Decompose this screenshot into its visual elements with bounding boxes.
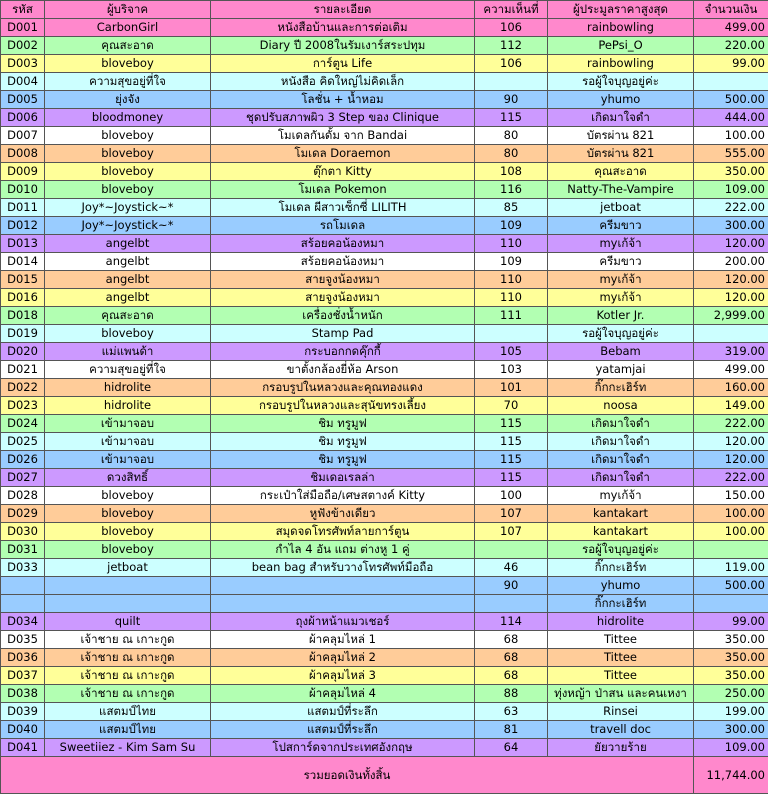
cell-donor: hidrolite: [45, 379, 211, 397]
cell-detail: ชุดปรับสภาพผิว 3 Step ของ Clinique: [211, 109, 475, 127]
header-id: รหัส: [1, 1, 45, 19]
cell-comment: [475, 541, 548, 559]
cell-donor: hidrolite: [45, 397, 211, 415]
cell-comment: 101: [475, 379, 548, 397]
cell-amount: 350.00: [694, 667, 768, 685]
cell-id: D013: [1, 235, 45, 253]
table-row: [1, 109, 768, 127]
cell-amount: 222.00: [694, 469, 768, 487]
cell-bidder: รอผู้ใจบุญอยู่ค่ะ: [548, 325, 694, 343]
cell-id: D006: [1, 109, 45, 127]
cell-detail: โมเดล Doraemon: [211, 145, 475, 163]
cell-comment: [475, 595, 548, 613]
cell-comment: [475, 325, 548, 343]
table-row: [1, 397, 768, 415]
cell-comment: 64: [475, 739, 548, 757]
cell-bidder: yatamjai: [548, 361, 694, 379]
cell-donor: bloveboy: [45, 523, 211, 541]
cell-bidder: PePsi_O: [548, 37, 694, 55]
cell-amount: [694, 541, 768, 559]
cell-id: D031: [1, 541, 45, 559]
cell-donor: Sweetiiez - Kim Sam Su: [45, 739, 211, 757]
table-row: [1, 703, 768, 721]
cell-donor: bloveboy: [45, 541, 211, 559]
cell-bidder: Natty-The-Vampire: [548, 181, 694, 199]
cell-donor: angelbt: [45, 235, 211, 253]
table-row: [1, 307, 768, 325]
table-row: [1, 649, 768, 667]
cell-donor: ความสุขอยู่ที่ใจ: [45, 73, 211, 91]
cell-detail: [211, 595, 475, 613]
cell-bidder: Tittee: [548, 649, 694, 667]
table-row: [1, 289, 768, 307]
cell-bidder: myเก้จ้า: [548, 271, 694, 289]
cell-bidder: ยัยวายร้าย: [548, 739, 694, 757]
cell-amount: 150.00: [694, 487, 768, 505]
table-row: [1, 487, 768, 505]
cell-amount: 350.00: [694, 631, 768, 649]
cell-bidder: รอผู้ใจบุญอยู่ค่ะ: [548, 73, 694, 91]
cell-detail: การ์ตูน Life: [211, 55, 475, 73]
cell-comment: 105: [475, 343, 548, 361]
cell-detail: สายจูงน้องหมา: [211, 271, 475, 289]
cell-bidder: เกิดมาใจดำ: [548, 469, 694, 487]
cell-comment: 115: [475, 469, 548, 487]
cell-bidder: yhumo: [548, 91, 694, 109]
cell-amount: 222.00: [694, 415, 768, 433]
cell-id: D015: [1, 271, 45, 289]
cell-id: D038: [1, 685, 45, 703]
table-row: [1, 271, 768, 289]
cell-donor: bloveboy: [45, 127, 211, 145]
cell-donor: [45, 595, 211, 613]
cell-id: D020: [1, 343, 45, 361]
cell-amount: 555.00: [694, 145, 768, 163]
cell-donor: เจ้าชาย ณ เกาะกูด: [45, 649, 211, 667]
cell-donor: angelbt: [45, 289, 211, 307]
header-donor: ผู้บริจาค: [45, 1, 211, 19]
table-row: [1, 235, 768, 253]
cell-id: D035: [1, 631, 45, 649]
cell-donor: bloveboy: [45, 487, 211, 505]
cell-comment: 90: [475, 577, 548, 595]
cell-id: D018: [1, 307, 45, 325]
cell-detail: ผ้าคลุมไหล่ 4: [211, 685, 475, 703]
cell-id: D034: [1, 613, 45, 631]
cell-bidder: Bebam: [548, 343, 694, 361]
cell-id: D001: [1, 19, 45, 37]
cell-id: D012: [1, 217, 45, 235]
cell-amount: [694, 325, 768, 343]
cell-id: D027: [1, 469, 45, 487]
cell-amount: 120.00: [694, 433, 768, 451]
cell-detail: กรอบรูปในหลวงและคุณทองแดง: [211, 379, 475, 397]
cell-comment: 115: [475, 433, 548, 451]
table-row: [1, 127, 768, 145]
cell-comment: 68: [475, 631, 548, 649]
cell-bidder: Kotler Jr.: [548, 307, 694, 325]
cell-comment: 109: [475, 253, 548, 271]
cell-detail: โมเดลกันดั้ม จาก Bandai: [211, 127, 475, 145]
cell-donor: [45, 577, 211, 595]
table-row: [1, 505, 768, 523]
table-row: [1, 163, 768, 181]
table-row: [1, 451, 768, 469]
cell-bidder: กิ๊กกะเฮิร์ท: [548, 595, 694, 613]
cell-id: D007: [1, 127, 45, 145]
table-row: [1, 541, 768, 559]
cell-bidder: เกิดมาใจดำ: [548, 415, 694, 433]
table-row: [1, 181, 768, 199]
cell-donor: bloveboy: [45, 325, 211, 343]
cell-donor: Joy*~Joystick~*: [45, 217, 211, 235]
cell-amount: 100.00: [694, 127, 768, 145]
cell-detail: รถโมเดล: [211, 217, 475, 235]
cell-donor: เข้ามาจอบ: [45, 415, 211, 433]
cell-amount: 222.00: [694, 199, 768, 217]
cell-id: D009: [1, 163, 45, 181]
cell-comment: 68: [475, 649, 548, 667]
cell-detail: โมเดล ผีสาวเซ็กซี่ LILITH: [211, 199, 475, 217]
header-comment: ความเห็นที่: [475, 1, 548, 19]
cell-id: D011: [1, 199, 45, 217]
cell-comment: 110: [475, 271, 548, 289]
cell-detail: แสตมป์ที่ระลึก: [211, 721, 475, 739]
cell-bidder: hidrolite: [548, 613, 694, 631]
cell-donor: bloodmoney: [45, 109, 211, 127]
cell-detail: ตุ๊กตา Kitty: [211, 163, 475, 181]
cell-bidder: yhumo: [548, 577, 694, 595]
cell-comment: 115: [475, 415, 548, 433]
cell-detail: ผ้าคลุมไหล่ 3: [211, 667, 475, 685]
cell-amount: 99.00: [694, 613, 768, 631]
cell-amount: 300.00: [694, 217, 768, 235]
cell-donor: เข้ามาจอบ: [45, 451, 211, 469]
cell-amount: 100.00: [694, 505, 768, 523]
table-row: [1, 433, 768, 451]
cell-comment: 70: [475, 397, 548, 415]
cell-detail: Diary ปี 2008ในรัมเงาร์สระปทุม: [211, 37, 475, 55]
cell-id: D028: [1, 487, 45, 505]
cell-detail: โปสการ์ดจากประเทศอังกฤษ: [211, 739, 475, 757]
cell-bidder: myเก้จ้า: [548, 487, 694, 505]
cell-donor: bloveboy: [45, 505, 211, 523]
header-bidder: ผู้ประมูลราคาสูงสุด: [548, 1, 694, 19]
cell-detail: bean bag สำหรับวางโทรศัพท์มือถือ: [211, 559, 475, 577]
cell-amount: 499.00: [694, 19, 768, 37]
cell-donor: bloveboy: [45, 163, 211, 181]
cell-bidder: กิ๊กกะเฮิร์ท: [548, 559, 694, 577]
header-amount: จำนวนเงิน: [694, 1, 768, 19]
cell-comment: 115: [475, 109, 548, 127]
cell-amount: 350.00: [694, 163, 768, 181]
cell-id: D024: [1, 415, 45, 433]
cell-amount: 199.00: [694, 703, 768, 721]
cell-comment: 100: [475, 487, 548, 505]
cell-bidder: ทุ่งหญ้า ป่าสน และคนเหงา: [548, 685, 694, 703]
cell-detail: ชิม ทรูมูฟ: [211, 433, 475, 451]
cell-id: D021: [1, 361, 45, 379]
cell-amount: 220.00: [694, 37, 768, 55]
cell-comment: 46: [475, 559, 548, 577]
cell-donor: CarbonGirl: [45, 19, 211, 37]
cell-id: [1, 577, 45, 595]
cell-comment: 68: [475, 667, 548, 685]
cell-detail: หนังสือบ้านและการต่อเติม: [211, 19, 475, 37]
cell-id: D008: [1, 145, 45, 163]
cell-amount: 500.00: [694, 577, 768, 595]
cell-id: D022: [1, 379, 45, 397]
table-row: [1, 469, 768, 487]
table-row: [1, 73, 768, 91]
cell-comment: 111: [475, 307, 548, 325]
cell-amount: 350.00: [694, 649, 768, 667]
table-row: [1, 361, 768, 379]
cell-comment: 81: [475, 721, 548, 739]
cell-id: D029: [1, 505, 45, 523]
cell-amount: 300.00: [694, 721, 768, 739]
cell-id: D019: [1, 325, 45, 343]
cell-id: D014: [1, 253, 45, 271]
cell-bidder: noosa: [548, 397, 694, 415]
cell-detail: ผ้าคลุมไหล่ 2: [211, 649, 475, 667]
cell-amount: 499.00: [694, 361, 768, 379]
cell-amount: 319.00: [694, 343, 768, 361]
cell-comment: 107: [475, 523, 548, 541]
table-row: [1, 631, 768, 649]
cell-donor: bloveboy: [45, 145, 211, 163]
cell-amount: 200.00: [694, 253, 768, 271]
cell-comment: 103: [475, 361, 548, 379]
table-row: [1, 613, 768, 631]
header-detail: รายละเอียด: [211, 1, 475, 19]
cell-bidder: บัตรผ่าน 821: [548, 127, 694, 145]
cell-bidder: เกิดมาใจดำ: [548, 433, 694, 451]
cell-amount: [694, 73, 768, 91]
cell-detail: สมุดจดโทรศัพท์ลายการ์ตูน: [211, 523, 475, 541]
cell-detail: ชิม ทรูมูฟ: [211, 451, 475, 469]
table-row: [1, 523, 768, 541]
cell-id: D040: [1, 721, 45, 739]
cell-comment: 106: [475, 55, 548, 73]
table-row: [1, 145, 768, 163]
cell-bidder: travell doc: [548, 721, 694, 739]
cell-id: D037: [1, 667, 45, 685]
cell-id: D003: [1, 55, 45, 73]
cell-comment: 90: [475, 91, 548, 109]
cell-donor: แสตมป์ไทย: [45, 721, 211, 739]
cell-bidder: คุณสะอาด: [548, 163, 694, 181]
cell-bidder: รอผู้ใจบุญอยู่ค่ะ: [548, 541, 694, 559]
cell-detail: หนังสือ คิดใหญ่ไม่คิดเล็ก: [211, 73, 475, 91]
cell-donor: angelbt: [45, 271, 211, 289]
cell-comment: 112: [475, 37, 548, 55]
cell-comment: [475, 73, 548, 91]
table-row: [1, 595, 768, 613]
cell-donor: เจ้าชาย ณ เกาะกูด: [45, 631, 211, 649]
table-row: [1, 55, 768, 73]
cell-detail: สร้อยคอน้องหมา: [211, 253, 475, 271]
table-row: [1, 217, 768, 235]
table-row: [1, 415, 768, 433]
cell-donor: angelbt: [45, 253, 211, 271]
cell-amount: 99.00: [694, 55, 768, 73]
cell-detail: สายจูงน้องหมา: [211, 289, 475, 307]
cell-id: D033: [1, 559, 45, 577]
cell-comment: 114: [475, 613, 548, 631]
cell-bidder: rainbowling: [548, 19, 694, 37]
table-row: [1, 379, 768, 397]
cell-comment: 110: [475, 289, 548, 307]
cell-detail: ชิม ทรูมูฟ: [211, 415, 475, 433]
cell-amount: 100.00: [694, 523, 768, 541]
cell-bidder: myเก้จ้า: [548, 289, 694, 307]
table-row: [1, 199, 768, 217]
footer-label: รวมยอดเงินทั้งสิ้น: [1, 757, 694, 794]
cell-id: D002: [1, 37, 45, 55]
cell-donor: ยุ่งจัง: [45, 91, 211, 109]
cell-detail: โลชั่น + น้ำหอม: [211, 91, 475, 109]
cell-amount: 120.00: [694, 451, 768, 469]
cell-id: D026: [1, 451, 45, 469]
cell-comment: 108: [475, 163, 548, 181]
cell-bidder: ครีมขาว: [548, 253, 694, 271]
table-row: [1, 739, 768, 757]
cell-detail: กระบอกกดคุ๊กกี้: [211, 343, 475, 361]
cell-bidder: Tittee: [548, 667, 694, 685]
cell-donor: คุณสะอาด: [45, 307, 211, 325]
cell-detail: หูฟังข้างเดียว: [211, 505, 475, 523]
cell-comment: 115: [475, 451, 548, 469]
cell-donor: quilt: [45, 613, 211, 631]
cell-donor: เจ้าชาย ณ เกาะกูด: [45, 685, 211, 703]
cell-amount: 2,999.00: [694, 307, 768, 325]
cell-donor: bloveboy: [45, 55, 211, 73]
cell-detail: เครื่องชั่งน้ำหนัก: [211, 307, 475, 325]
cell-comment: 80: [475, 145, 548, 163]
cell-bidder: เกิดมาใจดำ: [548, 109, 694, 127]
cell-detail: กระเป๋าใส่มือถือ/เศษสตางค์ Kitty: [211, 487, 475, 505]
cell-donor: ดวงสิทธิ์: [45, 469, 211, 487]
cell-comment: 106: [475, 19, 548, 37]
table-row: [1, 325, 768, 343]
cell-comment: 63: [475, 703, 548, 721]
cell-id: D004: [1, 73, 45, 91]
cell-detail: [211, 577, 475, 595]
cell-detail: กรอบรูปในหลวงและสุนัขทรงเลี้ยง: [211, 397, 475, 415]
cell-donor: Joy*~Joystick~*: [45, 199, 211, 217]
cell-donor: เข้ามาจอบ: [45, 433, 211, 451]
cell-id: D036: [1, 649, 45, 667]
cell-bidder: kantakart: [548, 505, 694, 523]
cell-amount: 120.00: [694, 289, 768, 307]
cell-bidder: jetboat: [548, 199, 694, 217]
cell-amount: 119.00: [694, 559, 768, 577]
cell-amount: 120.00: [694, 271, 768, 289]
header-row: [1, 1, 768, 19]
table-row: [1, 19, 768, 37]
cell-detail: กำไล 4 อัน แถม ต่างหู 1 คู่: [211, 541, 475, 559]
cell-donor: ความสุขอยู่ที่ใจ: [45, 361, 211, 379]
cell-bidder: Rinsei: [548, 703, 694, 721]
cell-comment: 116: [475, 181, 548, 199]
table-row: [1, 343, 768, 361]
cell-amount: 160.00: [694, 379, 768, 397]
cell-detail: ถุงผ้าหน้าแมวเชอร์: [211, 613, 475, 631]
cell-id: D030: [1, 523, 45, 541]
cell-bidder: myเก้จ้า: [548, 235, 694, 253]
table-row: [1, 37, 768, 55]
cell-donor: แม่แพนด้า: [45, 343, 211, 361]
cell-comment: 85: [475, 199, 548, 217]
footer-row: [1, 757, 768, 794]
cell-id: D005: [1, 91, 45, 109]
cell-donor: แสตมป์ไทย: [45, 703, 211, 721]
cell-donor: เจ้าชาย ณ เกาะกูด: [45, 667, 211, 685]
cell-bidder: kantakart: [548, 523, 694, 541]
cell-bidder: rainbowling: [548, 55, 694, 73]
cell-id: D041: [1, 739, 45, 757]
cell-id: D016: [1, 289, 45, 307]
cell-amount: 250.00: [694, 685, 768, 703]
cell-comment: 109: [475, 217, 548, 235]
table-row: [1, 577, 768, 595]
cell-detail: ผ้าคลุมไหล่ 1: [211, 631, 475, 649]
cell-comment: 80: [475, 127, 548, 145]
cell-bidder: กิ๊กกะเฮิร์ท: [548, 379, 694, 397]
table-row: [1, 667, 768, 685]
cell-id: D039: [1, 703, 45, 721]
cell-donor: bloveboy: [45, 181, 211, 199]
cell-detail: โมเดล Pokemon: [211, 181, 475, 199]
cell-amount: 500.00: [694, 91, 768, 109]
cell-amount: 120.00: [694, 235, 768, 253]
cell-id: D025: [1, 433, 45, 451]
cell-comment: 107: [475, 505, 548, 523]
cell-amount: 109.00: [694, 181, 768, 199]
cell-detail: ชิมเดอเรลล่า: [211, 469, 475, 487]
cell-amount: [694, 595, 768, 613]
cell-comment: 110: [475, 235, 548, 253]
cell-donor: jetboat: [45, 559, 211, 577]
table-row: [1, 685, 768, 703]
cell-amount: 109.00: [694, 739, 768, 757]
cell-amount: 149.00: [694, 397, 768, 415]
cell-detail: แสตมป์ที่ระลึก: [211, 703, 475, 721]
cell-id: [1, 595, 45, 613]
table-row: [1, 253, 768, 271]
cell-detail: Stamp Pad: [211, 325, 475, 343]
cell-bidder: บัตรผ่าน 821: [548, 145, 694, 163]
cell-donor: คุณสะอาด: [45, 37, 211, 55]
cell-id: D023: [1, 397, 45, 415]
table-row: [1, 721, 768, 739]
cell-bidder: ครีมขาว: [548, 217, 694, 235]
cell-amount: 444.00: [694, 109, 768, 127]
cell-detail: ขาตั้งกล้องยี่ห้อ Arson: [211, 361, 475, 379]
cell-bidder: เกิดมาใจดำ: [548, 451, 694, 469]
cell-detail: สร้อยคอน้องหมา: [211, 235, 475, 253]
cell-id: D010: [1, 181, 45, 199]
table-row: [1, 559, 768, 577]
cell-bidder: Tittee: [548, 631, 694, 649]
footer-total: 11,744.00: [694, 757, 768, 794]
table-row: [1, 91, 768, 109]
cell-comment: 88: [475, 685, 548, 703]
